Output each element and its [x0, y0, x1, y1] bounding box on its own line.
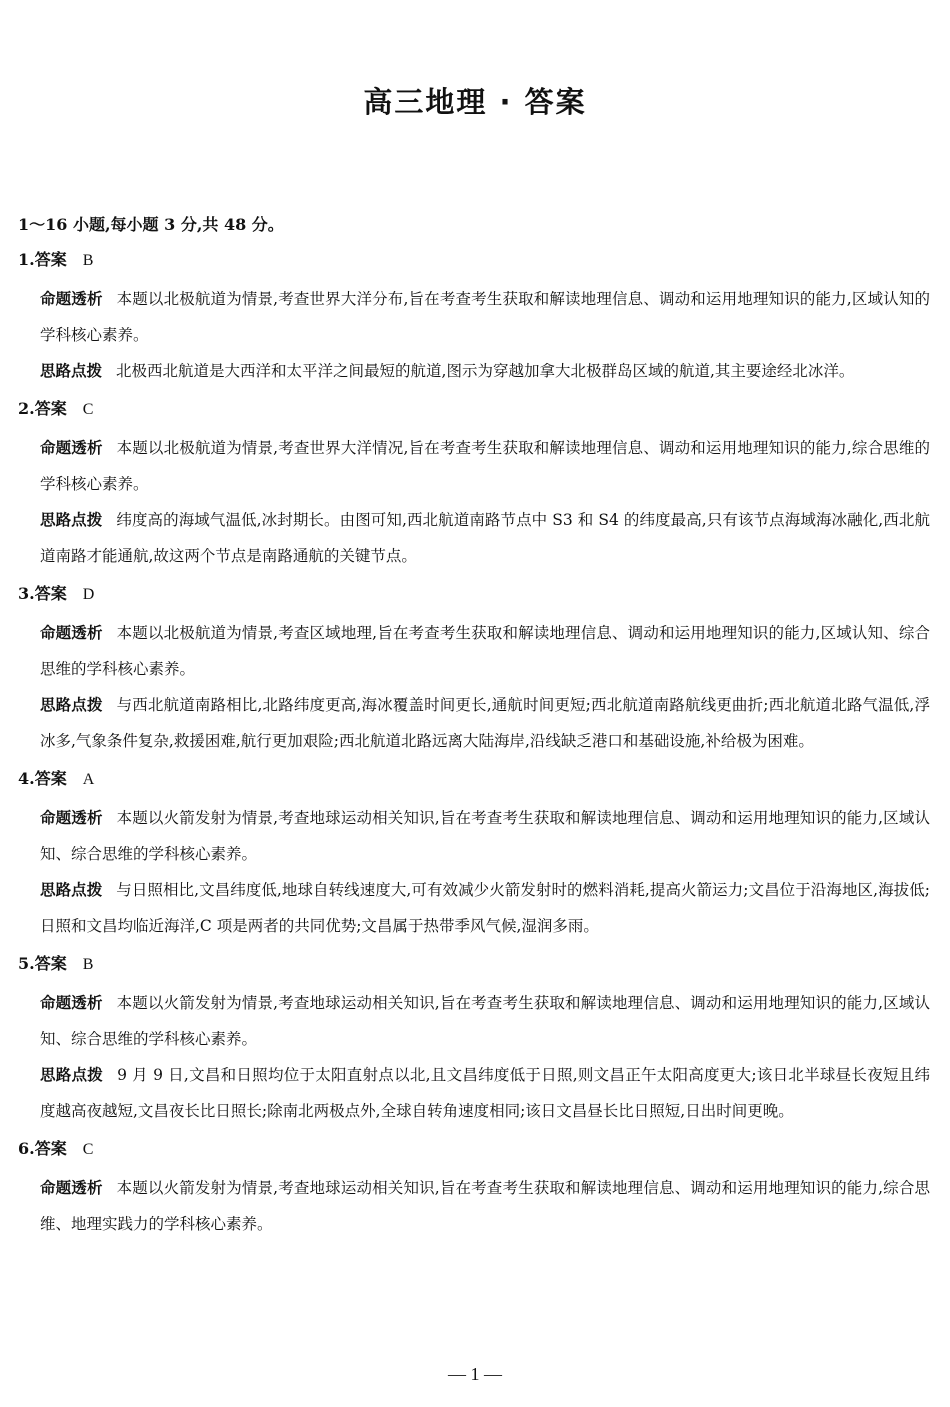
question-number: 6. [18, 1139, 35, 1158]
answer-value: B [82, 956, 94, 973]
question-header [18, 767, 930, 792]
hint-label: 思路点拨 [40, 362, 103, 380]
question-header [18, 952, 930, 977]
analysis-paragraph [40, 430, 930, 502]
hint-paragraph [40, 353, 930, 389]
question-block [18, 952, 930, 1129]
analysis-text: 本题以火箭发射为情景,考查地球运动相关知识,旨在考查考生获取和解读地理信息、调动和运用地理知识的能力,区域认知、综合思维的学科核心素养。 [40, 809, 930, 863]
answer-label: 答案 [34, 250, 67, 269]
answer-value: C [82, 401, 94, 418]
analysis-label: 命题透析 [40, 994, 103, 1012]
analysis-text: 本题以火箭发射为情景,考查地球运动相关知识,旨在考查考生获取和解读地理信息、调动和运用地理知识的能力,综合思维、地理实践力的学科核心素养。 [40, 1179, 930, 1233]
question-block [18, 767, 930, 944]
analysis-label: 命题透析 [40, 1179, 103, 1197]
analysis-label: 命题透析 [40, 439, 103, 457]
answer-value: D [82, 586, 95, 603]
analysis-label: 命题透析 [40, 290, 103, 308]
answer-content [18, 212, 930, 1250]
question-number: 1. [18, 250, 35, 269]
analysis-paragraph [40, 985, 930, 1057]
analysis-paragraph [40, 800, 930, 872]
page-title: 高三地理 · 答案 [363, 85, 587, 119]
question-block [18, 248, 930, 389]
answer-value: C [82, 1141, 94, 1158]
answer-label: 答案 [34, 399, 67, 418]
page-number: — 1 — [448, 1364, 502, 1384]
hint-label: 思路点拨 [40, 881, 103, 899]
hint-text: 与西北航道南路相比,北路纬度更高,海冰覆盖时间更长,通航时间更短;西北航道南路航线更曲折;西北航道北路气温低,浮冰多,气象条件复杂,救援困难,航行更加艰险;西北航道北路远离大陆海岸,沿线缺乏港口和基础设施,补给极为困难。 [40, 696, 930, 750]
analysis-paragraph [40, 1170, 930, 1242]
answer-value: A [82, 771, 95, 788]
hint-text: 北极西北航道是大西洋和太平洋之间最短的航道,图示为穿越加拿大北极群岛区域的航道,其主要途经北冰洋。 [116, 362, 855, 380]
question-header [18, 248, 930, 273]
question-block [18, 582, 930, 759]
hint-paragraph [40, 872, 930, 944]
hint-label: 思路点拨 [40, 511, 103, 529]
analysis-label: 命题透析 [40, 624, 103, 642]
hint-text: 纬度高的海域气温低,冰封期长。由图可知,西北航道南路节点中 S3 和 S4 的纬度最高,只有该节点海域海冰融化,西北航道南路才能通航,故这两个节点是南路通航的关键节点。 [40, 511, 930, 565]
section-intro: 1～16 小题,每小题 3 分,共 48 分。 [18, 215, 284, 234]
question-block [18, 1137, 930, 1242]
question-block [18, 397, 930, 574]
analysis-text: 本题以火箭发射为情景,考查地球运动相关知识,旨在考查考生获取和解读地理信息、调动和运用地理知识的能力,区域认知、综合思维的学科核心素养。 [40, 994, 930, 1048]
answer-label: 答案 [34, 584, 67, 603]
hint-text: 与日照相比,文昌纬度低,地球自转线速度大,可有效减少火箭发射时的燃料消耗,提高火箭运力;文昌位于沿海地区,海拔低;日照和文昌均临近海洋,C 项是两者的共同优势;文昌属于热带季风气候,湿润多雨。 [40, 881, 930, 935]
question-header [18, 397, 930, 422]
question-number: 3. [18, 584, 35, 603]
analysis-paragraph [40, 281, 930, 353]
question-header [18, 582, 930, 607]
answer-value: B [82, 252, 94, 269]
hint-paragraph [40, 502, 930, 574]
hint-label: 思路点拨 [40, 696, 103, 714]
answer-label: 答案 [34, 954, 67, 973]
hint-label: 思路点拨 [40, 1066, 104, 1084]
analysis-text: 本题以北极航道为情景,考查区域地理,旨在考查考生获取和解读地理信息、调动和运用地理知识的能力,区域认知、综合思维的学科核心素养。 [40, 624, 930, 678]
answer-label: 答案 [34, 1139, 67, 1158]
question-number: 5. [18, 954, 35, 973]
hint-text: 9 月 9 日,文昌和日照均位于太阳直射点以北,且文昌纬度低于日照,则文昌正午太阳高度更大;该日北半球昼长夜短且纬度越高夜越短,文昌夜长比日照长;除南北两极点外,全球自转角速度相同;该日文昌昼长比日照短,日出时间更晚。 [40, 1066, 930, 1120]
question-header [18, 1137, 930, 1162]
analysis-paragraph [40, 615, 930, 687]
hint-paragraph [40, 687, 930, 759]
analysis-text: 本题以北极航道为情景,考查世界大洋分布,旨在考查考生获取和解读地理信息、调动和运用地理知识的能力,区域认知的学科核心素养。 [40, 290, 930, 344]
answer-label: 答案 [34, 769, 67, 788]
question-number: 4. [18, 769, 35, 788]
question-number: 2. [18, 399, 35, 418]
analysis-label: 命题透析 [40, 809, 103, 827]
analysis-text: 本题以北极航道为情景,考查世界大洋情况,旨在考查考生获取和解读地理信息、调动和运用地理知识的能力,综合思维的学科核心素养。 [40, 439, 930, 493]
hint-paragraph [40, 1057, 930, 1129]
